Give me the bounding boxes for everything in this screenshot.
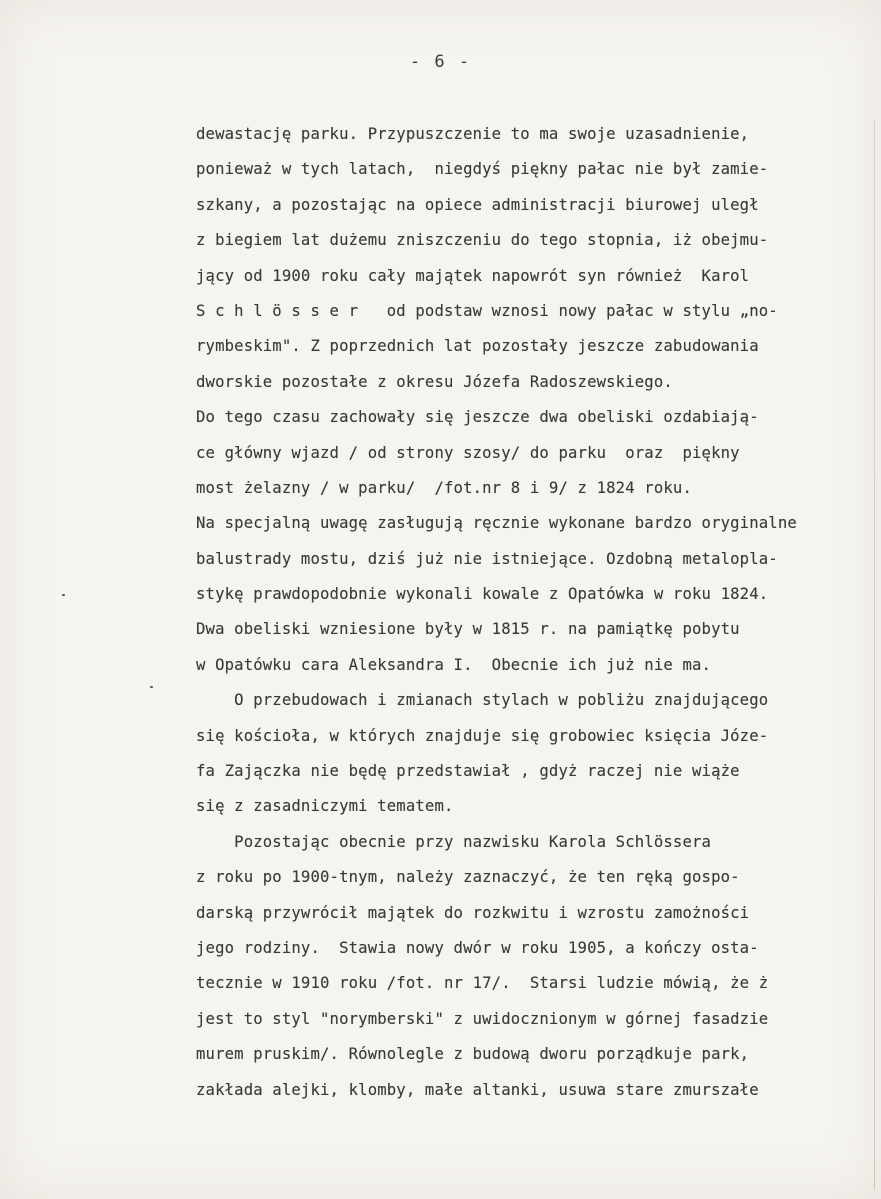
text-line: fa Zajączka nie będę przedstawiał , gdyż raczej nie wiąże [196, 762, 740, 781]
margin-mark [62, 594, 65, 596]
text-line: z biegiem lat dużemu zniszczeniu do tego stopnia, iż obejmu- [196, 231, 769, 250]
text-line: darską przywrócił majątek do rozkwitu i wzrostu zamożności [196, 903, 750, 922]
text-line: O przebudowach i zmianach stylach w pobliżu znajdującego [196, 691, 769, 710]
text-line: Do tego czasu zachowały się jeszcze dwa obeliski ozdabiają- [196, 408, 759, 427]
margin-mark [150, 686, 153, 688]
text-line: dworskie pozostałe z okresu Józefa Radoszewskiego. [196, 372, 673, 391]
text-line: stykę prawdopodobnie wykonali kowale z Opatówka w roku 1824. [196, 585, 769, 604]
page-number: - 6 - [409, 52, 472, 72]
text-line: się z zasadniczymi tematem. [196, 797, 454, 816]
text-line: z roku po 1900-tnym, należy zaznaczyć, że ten ręką gospo- [196, 868, 740, 887]
text-line: most żelazny / w parku/ /fot.nr 8 i 9/ z 1824 roku. [196, 478, 692, 497]
text-line: jego rodziny. Stawia nowy dwór w roku 1905, a kończy osta- [196, 938, 759, 957]
text-line: S c h l ö s s e r od podstaw wznosi nowy pałac w stylu „no- [196, 301, 778, 320]
text-line: jący od 1900 roku cały majątek napowrót syn również Karol [196, 266, 750, 285]
text-line: zakłada alejki, klomby, małe altanki, usuwa stare zmurszałe [196, 1080, 759, 1099]
text-line: ce główny wjazd / od strony szosy/ do parku oraz piękny [196, 443, 740, 462]
text-line: Pozostając obecnie przy nazwisku Karola Schlössera [196, 832, 712, 851]
text-line: tecznie w 1910 roku /fot. nr 17/. Starsi ludzie mówią, że ż [196, 974, 769, 993]
text-line: jest to styl "norymberski" z uwidocznionym w górnej fasadzie [196, 1009, 769, 1028]
text-line: balustrady mostu, dziś już nie istniejące. Ozdobną metalopla- [196, 549, 778, 568]
text-line: Na specjalną uwagę zasługują ręcznie wykonane bardzo oryginalne [196, 514, 797, 533]
text-line: się kościoła, w których znajduje się grobowiec księcia Józe- [196, 726, 769, 745]
text-line: szkany, a pozostając na opiece administracji biurowej uległ [196, 195, 759, 214]
text-line: rymbeskim". Z poprzednich lat pozostały jeszcze zabudowania [196, 337, 759, 356]
text-line: w Opatówku cara Aleksandra I. Obecnie ich już nie ma. [196, 655, 712, 674]
text-line: Dwa obeliski wzniesione były w 1815 r. na pamiątkę pobytu [196, 620, 740, 639]
text-line: ponieważ w tych latach, niegdyś piękny pałac nie był zamie- [196, 160, 769, 179]
text-line: murem pruskim/. Równolegle z budową dworu porządkuje park, [196, 1045, 750, 1064]
page-edge [874, 120, 875, 1190]
document-body [196, 117, 881, 1108]
text-line: dewastację parku. Przypuszczenie to ma swoje uzasadnienie, [196, 125, 750, 143]
